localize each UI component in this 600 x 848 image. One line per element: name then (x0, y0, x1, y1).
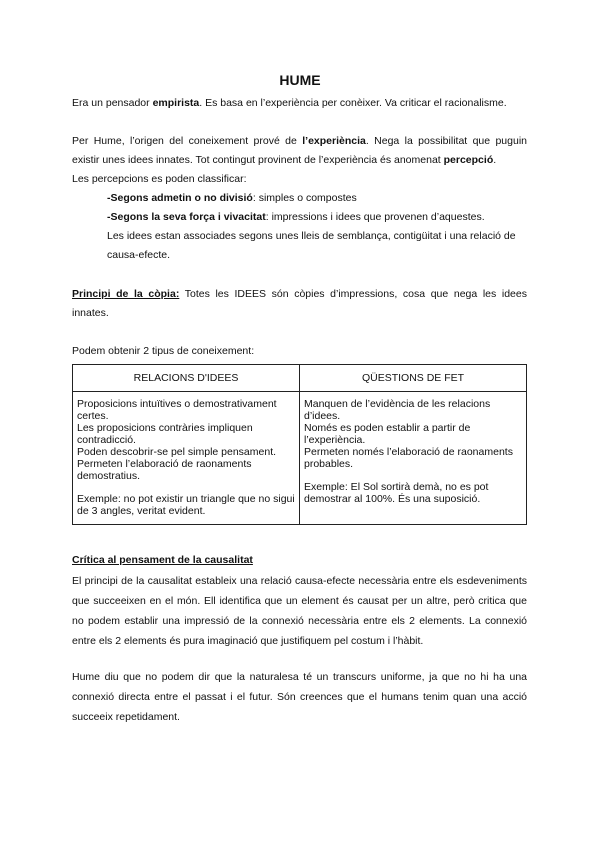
intro-text: Era un pensador (72, 97, 153, 109)
intro-paragraph-2 (72, 132, 527, 170)
table-header-facts: QÜESTIONS DE FET (300, 365, 527, 392)
page-title: HUME (279, 72, 321, 88)
causality-heading-text: Crítica al pensament de la causalitat (72, 554, 253, 566)
relations-example: Exemple: no pot existir un triangle que no sigui de 3 angles, veritat evident. (77, 493, 295, 517)
spacer (304, 470, 522, 481)
term-experiencia: l’experiència (302, 135, 366, 147)
copy-principle-paragraph (72, 285, 527, 323)
intro-paragraph-3: Les percepcions es poden classificar: (72, 173, 247, 185)
classification-item-3: Les idees estan associades segons unes lleis de semblança, contigüitat i una relació de causa-efecte. (107, 230, 516, 261)
facts-line: Permeten només l’elaboració de raonaments probables. (304, 446, 513, 470)
intro-text: Per Hume, l’origen del coneixement prové de (72, 135, 303, 147)
facts-example: Exemple: El Sol sortirà demà, no es pot demostrar al 100%. És una suposició. (304, 481, 489, 505)
classification-label: -Segons la seva força i vivacitat (107, 211, 266, 223)
facts-cell (300, 392, 527, 525)
table-row (73, 392, 527, 525)
causality-heading (72, 551, 527, 570)
knowledge-table (72, 364, 527, 525)
relations-line: Les proposicions contràries impliquen contradicció. (77, 422, 253, 446)
table-header-row (73, 365, 527, 392)
relations-cell (73, 392, 300, 525)
facts-line: Només es poden establir a partir de l’experiència. (304, 422, 471, 446)
intro-text: . (493, 154, 497, 166)
causality-paragraph-1: El principi de la causalitat estableix una relació causa-efecte necessària entre els esdeveniments que succeeixen en el món. Ell identifica que un element és causat per un altre, però critica que no podem establir una impressió de la connexió necessària entre els 2 elements. La connexió entre els 2 elements és pura imaginació que justifiquem pel costum i l’hàbit. (72, 575, 527, 647)
table-header-relations: RELACIONS D'IDEES (73, 365, 300, 392)
term-empirista: empirista (152, 97, 200, 109)
relations-line: Permeten l’elaboració de raonaments demostratius. (77, 458, 252, 482)
spacer (77, 482, 295, 493)
classification-item-2 (107, 208, 527, 227)
intro-paragraph-1 (72, 94, 527, 113)
intro-text: . Nega la possibilitat que puguin existir unes idees innates. Tot contingut provinent de l’experiència és anomenat (72, 135, 527, 166)
causality-paragraph-2: Hume diu que no podem dir que la naturalesa té un transcurs uniforme, ja que no hi ha una connexió directa entre el passat i el futur. Són creences que el humans tenim quan una acció succeeix repetidament. (72, 671, 527, 723)
relations-line: Proposicions intuïtives o demostrativament certes. (77, 398, 277, 422)
facts-line: Manquen de l’evidència de les relacions d’idees. (304, 398, 491, 422)
classification-text: : simples o compostes (252, 192, 357, 204)
classification-text: : impressions i idees que provenen d’aquestes. (265, 211, 485, 223)
relations-line: Poden descobrir-se pel simple pensament. (77, 446, 277, 458)
intro-text: . Es basa en l’experiència per conèixer. Va criticar el racionalisme. (199, 97, 507, 109)
table-intro: Podem obtenir 2 tipus de coneixement: (72, 345, 255, 357)
term-percepcio: percepció (443, 154, 494, 166)
copy-principle-text: Totes les IDEES són còpies d’impressions, cosa que nega les idees innates. (72, 288, 527, 319)
classification-label: -Segons admetin o no divisió (107, 192, 253, 204)
copy-principle-label: Principi de la còpia: (72, 288, 180, 300)
classification-item-1 (107, 189, 527, 208)
